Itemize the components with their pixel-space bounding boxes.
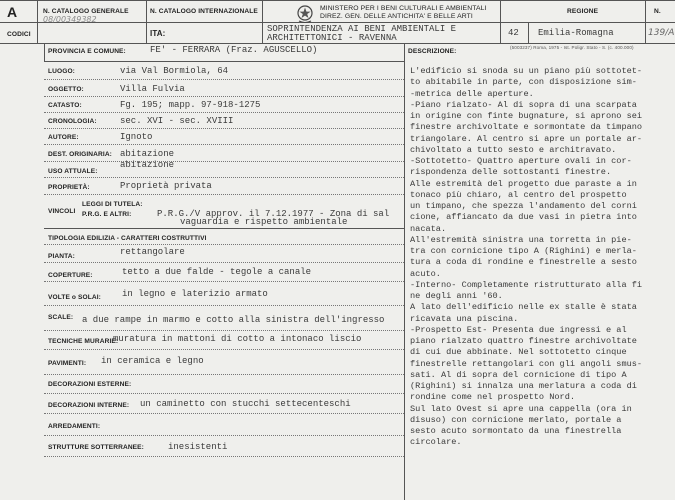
descrizione-line: sesto acuto sormontato da una finestrella (410, 426, 622, 436)
card-letter: A (7, 4, 18, 20)
rule (37, 0, 38, 43)
tipologia-label: TIPOLOGIA EDILIZIA - CARATTERI COSTRUTTIVI (48, 235, 207, 242)
rule (528, 22, 529, 43)
prg-label: P.R.G. E ALTRI: (82, 211, 132, 218)
codici-label: CODICI (7, 31, 31, 38)
rule (44, 281, 404, 282)
rule (44, 177, 404, 178)
descrizione-line: tra con cornicione tipo A (Righini) e merla- (410, 246, 637, 256)
descrizione-line: piano rialzato quattro finestre archivoltate (410, 336, 637, 346)
descrizione-line: un timpano, che spezza l'andamento del corni (410, 201, 637, 211)
descrizione-line: ne degli anni '60. (410, 291, 503, 301)
descrizione-text (410, 66, 672, 449)
descrizione-line: rondine come nel prospetto Nord. (410, 392, 576, 403)
rule (44, 262, 404, 263)
uso-attuale-label: USO ATTUALE: (48, 168, 98, 175)
catasto-label: CATASTO: (48, 102, 82, 109)
rule (44, 413, 404, 414)
rule (44, 349, 404, 350)
descrizione-line: finestre archivoltate e sormontate da timpano (410, 122, 643, 133)
descrizione-line: to abitabile in parte, con disposizione sim- (410, 77, 637, 88)
descrizione-line: (Righini) si innalza una merlatura a coda di (410, 381, 637, 391)
descrizione-line: A lato dell'edificio nelle ex stalle è stata (410, 302, 637, 313)
cronologia-label: CRONOLOGIA: (48, 118, 97, 125)
n-label: N. (654, 8, 661, 15)
uso-attuale-value: abitazione (120, 160, 175, 170)
print-note: (5003237) Roma, 1975 - Ist. Poligr. Stato - S. (c. 400.000) (510, 45, 634, 50)
catasto-value: Fg. 195; mapp. 97-918-1275 (120, 100, 261, 110)
republic-emblem-icon (296, 4, 314, 24)
descrizione-line: chivoltato a tutto sesto e architravato. (410, 144, 617, 155)
decorazioni-interne-label: DECORAZIONI INTERNE: (48, 402, 130, 409)
autore-value: Ignoto (120, 132, 153, 142)
rule (44, 194, 404, 195)
rule (44, 79, 404, 80)
rule (44, 61, 404, 62)
dest-originaria-label: DEST. ORIGINARIA: (48, 151, 112, 158)
rule (500, 0, 501, 43)
descrizione-line: circolare. (410, 437, 462, 448)
catalogo-generale-label: N. CATALOGO GENERALE (43, 8, 129, 15)
coperture-value: tetto a due falde - tegole a canale (122, 267, 312, 277)
strutture-sotterranee-label: STRUTTURE SOTTERRANEE: (48, 444, 144, 451)
scale-label: SCALE: (48, 314, 74, 321)
rule (44, 305, 404, 306)
coperture-label: COPERTURE: (48, 272, 93, 279)
regione-code: 42 (508, 28, 519, 38)
descrizione-label: DESCRIZIONE: (408, 48, 457, 55)
descrizione-line: tonaco più chiaro, al centro del prospetto (410, 189, 627, 200)
descrizione-line: ricavata una piscina. (410, 313, 519, 324)
rule (44, 435, 404, 436)
pavimenti-value: in ceramica e legno (101, 356, 204, 366)
descrizione-line: disuso) con cornicione merlato, portale a (410, 414, 622, 425)
rule (44, 96, 404, 97)
tecniche-murarie-value: muratura in mattoni di cotto a intonaco liscio (113, 334, 362, 344)
descrizione-line: -Prospetto Est- Presenta due ingressi e al (410, 324, 627, 335)
descrizione-line: nacata. (410, 223, 447, 234)
luogo-value: via Val Bormiola, 64 (120, 66, 229, 76)
rule (44, 393, 404, 394)
decorazioni-interne-value: un caminetto con stucchi settecenteschi (140, 399, 351, 409)
scale-value: a due rampe in marmo e cotto alla sinistra dell'ingresso (82, 315, 385, 325)
rule (0, 22, 675, 23)
descrizione-line: tura a coda di rondine e finestrelle a sesto (410, 257, 637, 268)
descrizione-line: -metrica delle aperture. (410, 88, 534, 99)
provincia-value: FE' - FERRARA (Fraz. AGUSCELLO) (150, 45, 318, 55)
autore-label: AUTORE: (48, 134, 79, 141)
vincoli-line1: P.R.G./V approv. il 7.12.1977 - Zona di sal (157, 209, 390, 219)
descrizione-line: di cui due abbinate. Nel sottotetto cinque (410, 347, 627, 358)
descrizione-line: sati. Al di sopra del cornicione di tipo A (410, 369, 627, 380)
soprintendenza-line1: SOPRINTENDENZA AI BENI AMBIENTALI E (267, 24, 457, 34)
strutture-sotterranee-value: inesistenti (168, 442, 228, 452)
descrizione-line: in origine con finte bugnature, si aprono sei (410, 111, 643, 121)
rule (44, 244, 404, 245)
rule (44, 112, 404, 113)
descrizione-line: cione, affiancato da due vasi in pietra into (410, 212, 637, 223)
rule (262, 0, 263, 43)
descrizione-line: Sul lato Ovest si apre una cappella (ora in (410, 403, 632, 414)
proprieta-label: PROPRIETÀ: (48, 184, 90, 191)
rule (44, 43, 45, 61)
volte-solai-value: in legno e laterizio armato (122, 289, 268, 299)
oggetto-value: Villa Fulvia (120, 84, 185, 94)
rule (44, 456, 404, 457)
descrizione-line: acuto. (410, 268, 441, 279)
regione-value: Emilia-Romagna (538, 28, 614, 38)
descrizione-line: finestrelle rettangolari con gli angoli smus- (410, 358, 643, 369)
regione-label: REGIONE (567, 8, 599, 15)
ministry-line1: MINISTERO PER I BENI CULTURALI E AMBIENTALI (320, 5, 487, 12)
luogo-label: LUOGO: (48, 68, 75, 75)
vincoli-line2: vaguardia e rispetto ambientale (180, 217, 348, 227)
cronologia-value: sec. XVI - sec. XVIII (120, 116, 234, 126)
pavimenti-label: PAVIMENTI: (48, 360, 87, 367)
rule (44, 228, 404, 229)
oggetto-label: OGGETTO: (48, 86, 84, 93)
dest-originaria-value: abitazione (120, 149, 175, 159)
descrizione-line: -Interno- Completamente ristrutturato alla fi (410, 279, 643, 290)
descrizione-line: rispondenza delle sottostanti finestre. (410, 167, 612, 178)
descrizione-line: -Piano rialzato- Al di sopra di una scarpata (410, 99, 637, 110)
rule (44, 144, 404, 145)
descrizione-line: All'estremità sinistra una torretta in pie- (410, 234, 632, 245)
n-value: 139/A (648, 28, 675, 38)
descrizione-line: -Sottotetto- Quattro aperture ovali in cor- (410, 156, 632, 166)
provincia-label: PROVINCIA E COMUNE: (48, 48, 126, 55)
rule (44, 128, 404, 129)
rule (0, 43, 675, 44)
decorazioni-esterne-label: DECORAZIONI ESTERNE: (48, 381, 132, 388)
rule (645, 0, 646, 43)
pianta-label: PIANTA: (48, 253, 75, 260)
catalogo-generale-value: 08/00349382 (43, 15, 97, 24)
arredamenti-label: ARREDAMENTI: (48, 423, 101, 430)
ministry-line2: DIREZ. GEN. DELLE ANTICHITA' E BELLE ARTI (320, 13, 473, 20)
rule (44, 161, 404, 162)
descrizione-line: L'edificio si snoda su un piano più sottotet- (410, 66, 643, 76)
rule (44, 330, 404, 331)
volte-solai-label: VOLTE o SOLAI: (48, 294, 101, 301)
ita-label: ITA: (150, 29, 166, 38)
soprintendenza-line2: ARCHITETTONICI - RAVENNA (267, 33, 397, 43)
leggi-tutela-label: LEGGI DI TUTELA: (82, 201, 143, 208)
rule (404, 43, 405, 500)
vincoli-label: VINCOLI (48, 208, 76, 215)
rule (44, 374, 404, 375)
rule (0, 0, 675, 1)
tecniche-murarie-label: TECNICHE MURARIE: (48, 338, 119, 345)
descrizione-line: Alle estremità del progetto due paraste a in (410, 178, 637, 189)
descrizione-line: triangolare. Al centro si apre un portale ar- (410, 133, 643, 144)
pianta-value: rettangolare (120, 247, 185, 257)
catalogo-internazionale-label: N. CATALOGO INTERNAZIONALE (150, 8, 258, 15)
rule (146, 0, 147, 43)
proprieta-value: Proprietà privata (120, 181, 212, 191)
